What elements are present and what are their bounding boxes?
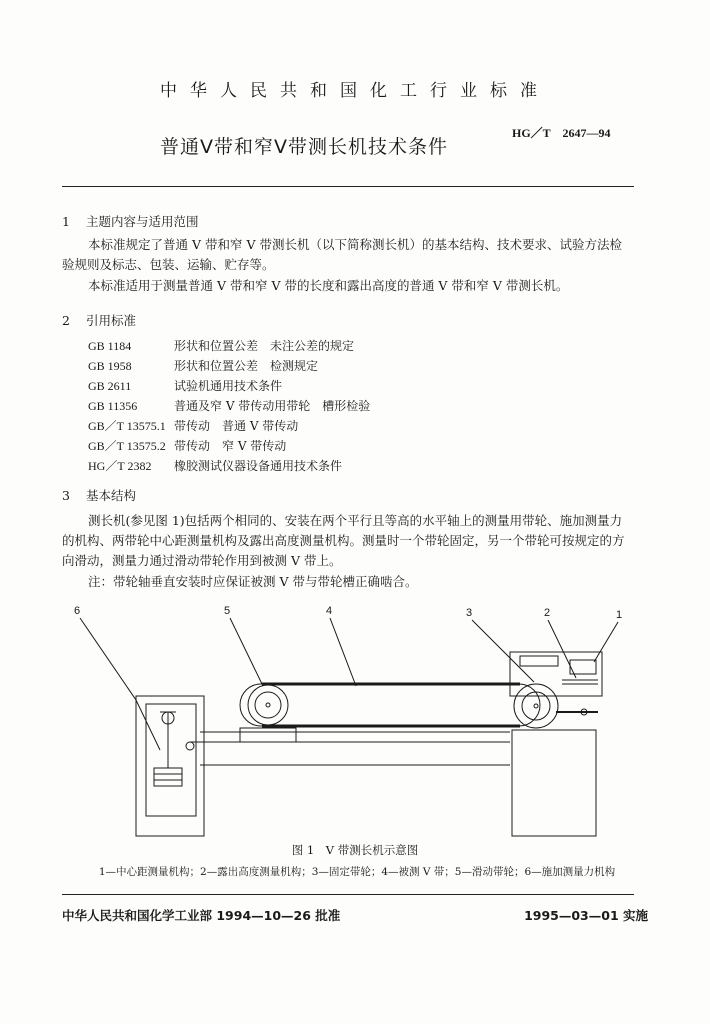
section-1-heading (62, 212, 199, 230)
label-3: 3 (466, 607, 473, 619)
section-3-heading (62, 486, 136, 504)
implementation-date: 1995—03—01 实施 (524, 908, 648, 923)
force-frame-inner (146, 704, 196, 816)
reference-code: GB／T 13575.1 (88, 419, 166, 433)
reference-name: 带传动 普通 V 带传动 (174, 419, 299, 433)
reference-name: 形状和位置公差 未注公差的规定 (174, 339, 355, 353)
right-pedestal (512, 730, 596, 836)
leader-3 (472, 620, 534, 682)
v-belt (240, 684, 540, 726)
leader-4 (330, 618, 356, 686)
section-3-note: 注：带轮轴垂直安装时应保证被测 V 带与带轮槽正确啮合。 (88, 574, 418, 589)
reference-code: GB 1184 (88, 339, 132, 353)
reference-item (88, 437, 286, 454)
standard-header: 中华人民共和国化工行业标准 (160, 81, 550, 101)
reference-item (88, 377, 282, 394)
section-title: 基本结构 (85, 488, 136, 503)
figure-caption: 图 1 V 带测长机示意图 (291, 843, 419, 857)
reference-code: GB／T 13575.2 (88, 439, 166, 453)
reference-item (88, 397, 370, 414)
figure-legend: 1—中心距测量机构；2—露出高度测量机构；3—固定带轮；4—被测 V 带；5—滑动带轮；6—施加测量力机构 (98, 866, 616, 878)
sliding-carriage (240, 728, 296, 742)
weight-block (154, 768, 182, 786)
leader-5 (230, 618, 262, 684)
section-number: 2 (62, 313, 70, 328)
reference-name: 橡胶测试仪器设备通用技术条件 (174, 459, 343, 473)
reference-item (88, 417, 298, 434)
footer-rule (62, 894, 634, 895)
leader-6 (80, 618, 160, 750)
reference-code: GB 11356 (88, 399, 138, 413)
reference-item (88, 337, 354, 354)
reference-code: HG／T 2382 (88, 459, 152, 473)
section-3-paragraph: 测长机(参见图 1)包括两个相同的、安装在两个平行且等高的水平轴上的测量用带轮、施加测量力的机构、两带轮中心距测量机构及露出高度测量机构。测量时一个带轮固定，另一个带轮可按规定的方向滑动，测量力通过滑动带轮作用到被测 V 带上。 (62, 513, 625, 568)
section-number: 1 (62, 214, 70, 229)
force-wheel (186, 742, 194, 750)
reference-name: 带传动 窄 V 带传动 (174, 439, 287, 453)
display-1 (520, 656, 558, 666)
leader-1 (594, 622, 618, 662)
section-title: 引用标准 (85, 313, 136, 328)
label-4: 4 (326, 605, 333, 617)
section-1-paragraph-2: 本标准适用于测量普通 V 带和窄 V 带的长度和露出高度的普通 V 带和窄 V 带测长机。 (88, 278, 569, 293)
reference-item (88, 357, 318, 374)
figure-1-diagram (0, 600, 710, 840)
document-title: 普通V带和窄V带测长机技术条件 (160, 136, 448, 158)
sliding-pulley (248, 685, 288, 725)
label-6: 6 (74, 605, 81, 617)
standard-number: HG／T 2647—94 (512, 126, 611, 140)
reference-name: 普通及窄 V 带传动用带轮 槽形检验 (174, 399, 371, 413)
section-title: 主题内容与适用范围 (85, 214, 199, 229)
reference-item (88, 457, 342, 474)
header-rule (62, 186, 634, 187)
section-1-paragraph-1: 本标准规定了普通 V 带和窄 V 带测长机（以下简称测长机）的基本结构、技术要求、试验方法检验规则及标志、包装、运输、贮存等。 (62, 237, 622, 272)
leader-2 (548, 620, 576, 678)
reference-name: 形状和位置公差 检测规定 (174, 359, 319, 373)
reference-code: GB 2611 (88, 379, 132, 393)
label-1: 1 (616, 609, 623, 621)
reference-name: 试验机通用技术条件 (174, 379, 283, 393)
section-2-heading (62, 311, 136, 329)
label-2: 2 (544, 607, 551, 619)
approval-date: 中华人民共和国化学工业部 1994—10—26 批准 (62, 908, 341, 923)
fixed-pulley (514, 684, 558, 728)
label-5: 5 (224, 605, 231, 617)
reference-code: GB 1958 (88, 359, 132, 373)
section-number: 3 (62, 488, 70, 503)
display-2 (570, 660, 596, 674)
